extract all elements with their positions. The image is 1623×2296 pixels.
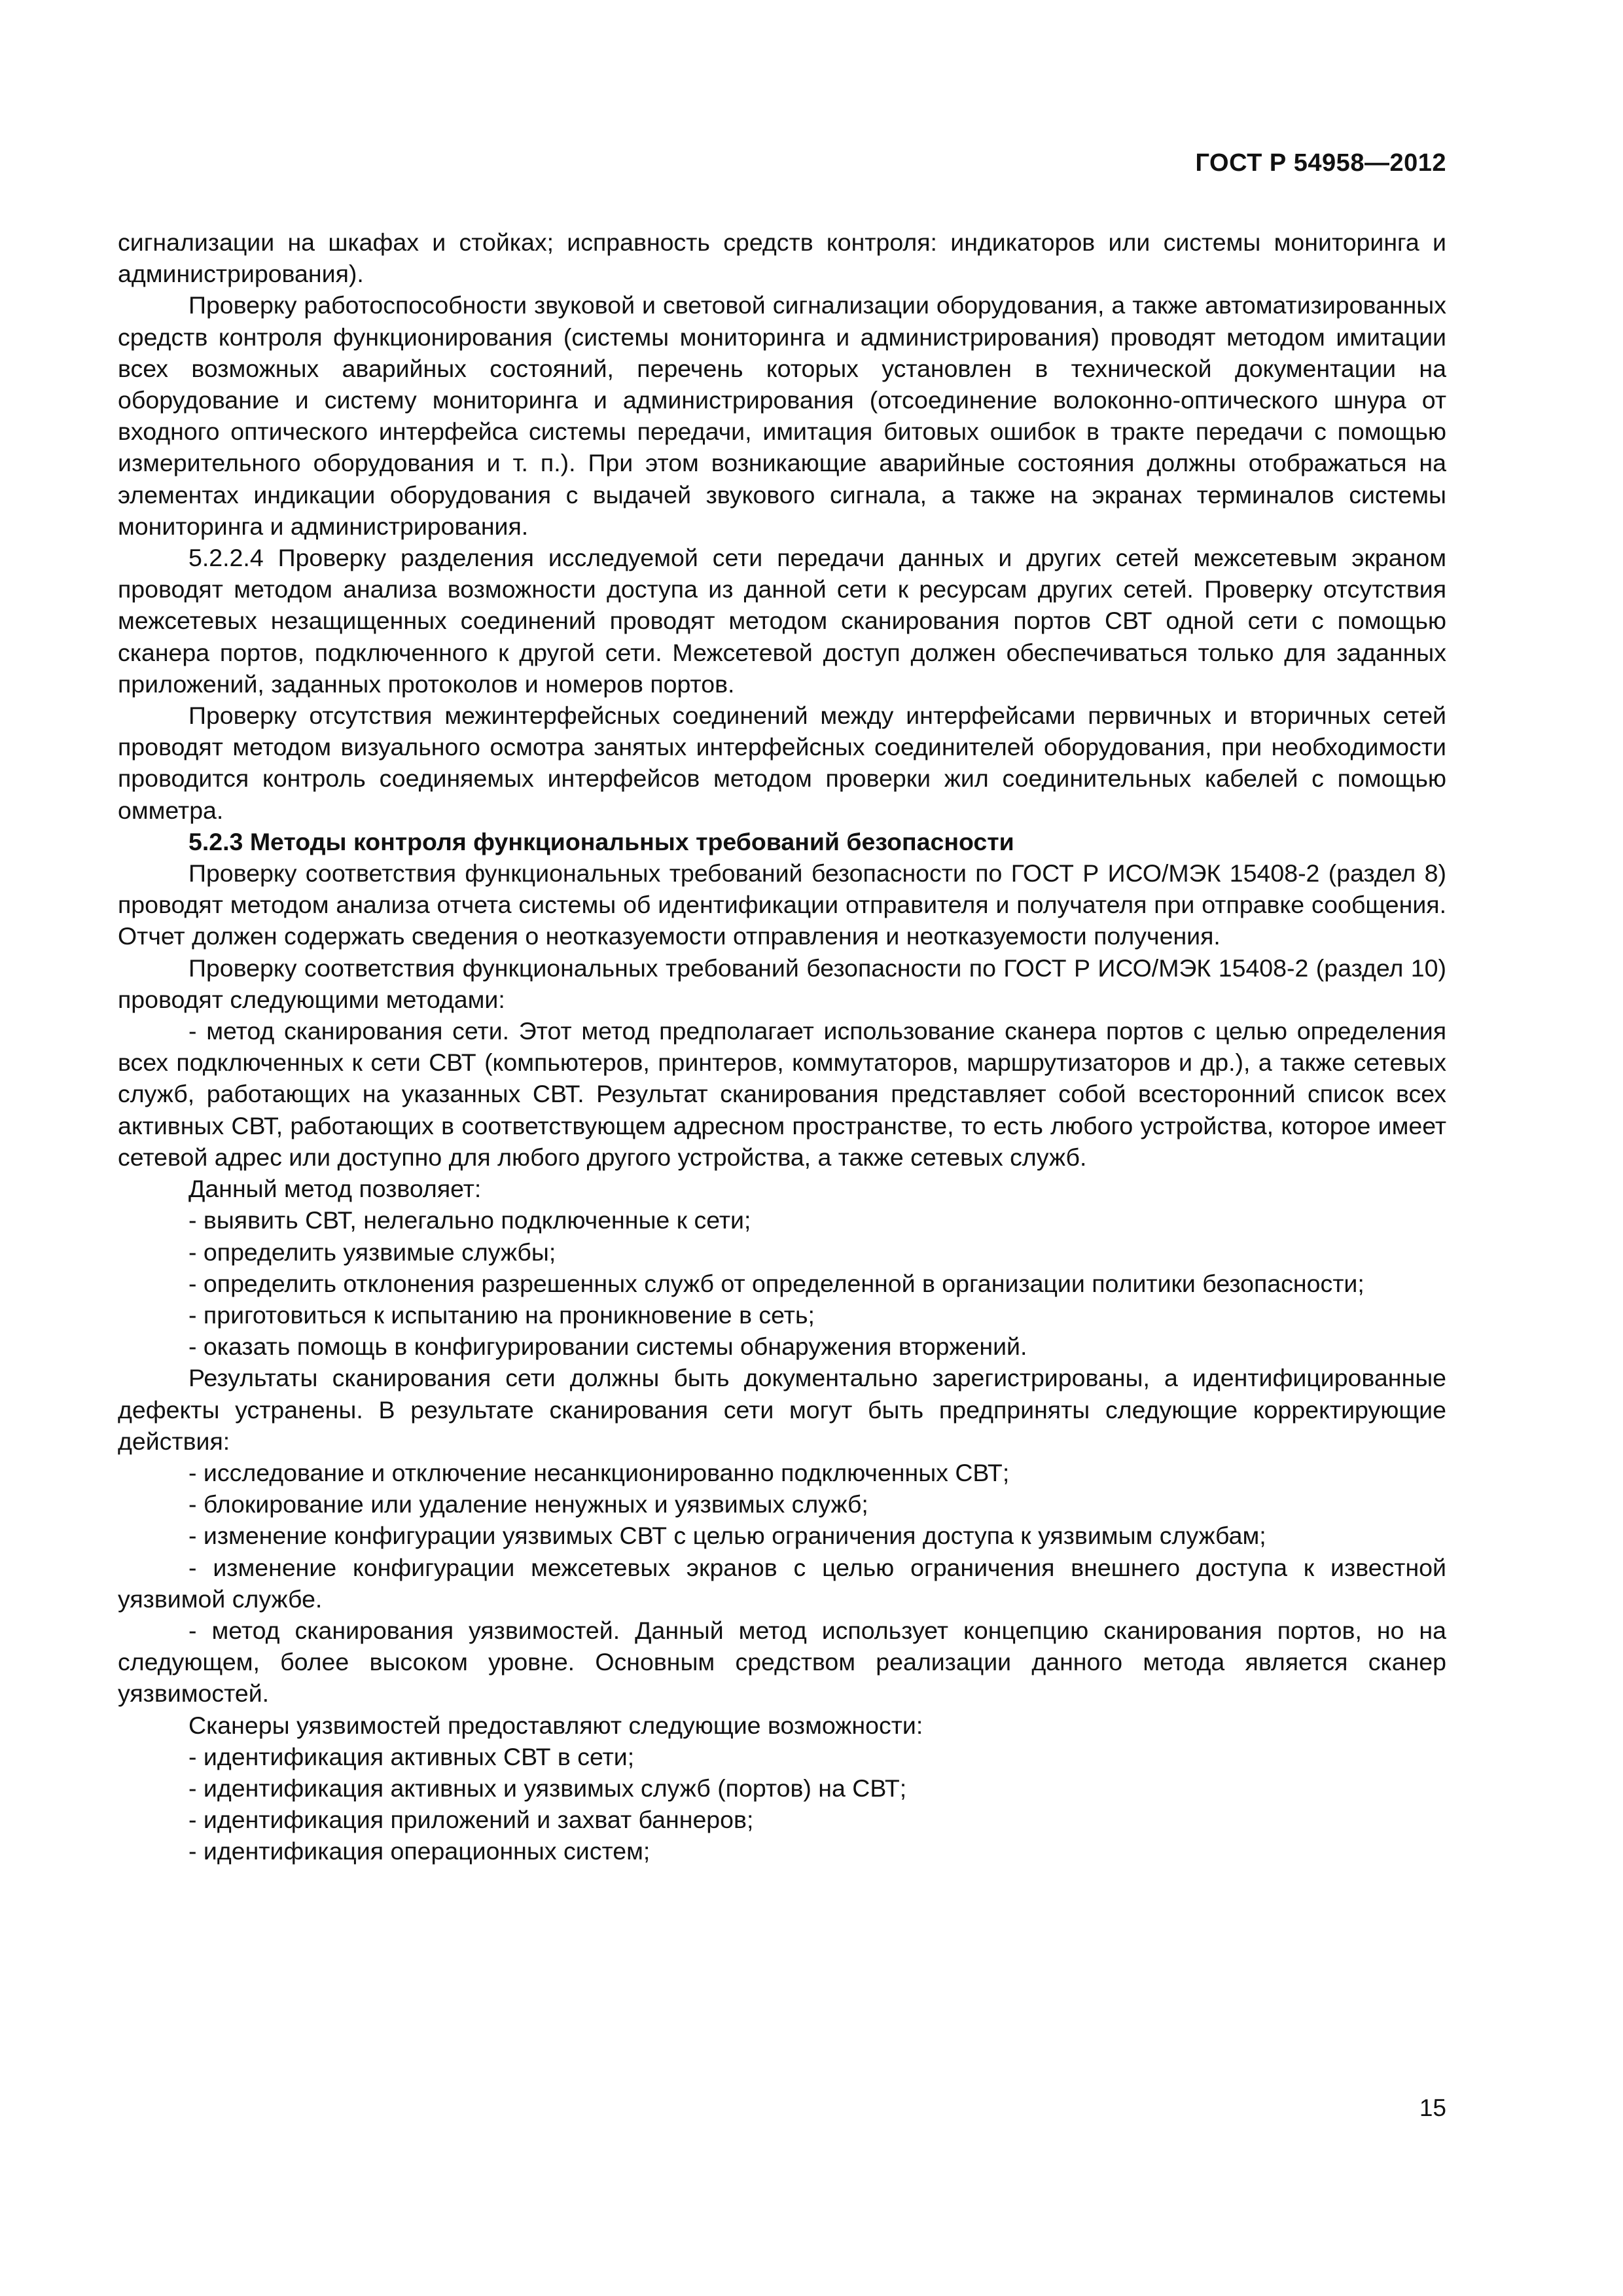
list-item: - оказать помощь в конфигурировании системы обнаружения вторжений. [188, 1333, 1027, 1361]
list-item: - исследование и отключение несанкционированно подключенных СВТ; [188, 1458, 1010, 1486]
list-item: - блокирование или удаление ненужных и уязвимых служб; [188, 1490, 868, 1518]
paragraph: Проверку работоспособности звуковой и световой сигнализации оборудования, а также автоматизированных средств контроля функционирования (системы мониторинга и администрирования) проводят методом имитации всех возможных аварийных состояний, перечень которых установлен в технической документации на оборудование и систему мониторинга и администрирования (отсоединение волоконно-оптического шнура от входного оптического интерфейса системы передачи, имитация битовых ошибок в тракте передачи с помощью измерительного оборудования и т. п.). При этом возникающие аварийные состояния должны отображаться на элементах индикации оборудования с выдачей звукового сигнала, а также на экранах терминалов системы мониторинга и администрирования. [118, 291, 1446, 540]
document-code-header: ГОСТ Р 54958—2012 [1195, 149, 1446, 177]
list-item: - изменение конфигурации уязвимых СВТ с целью ограничения доступа к уязвимым службам; [188, 1522, 1266, 1550]
list-item: - метод сканирования сети. Этот метод предполагает использование сканера портов с целью определения всех подключенных к сети СВТ (компьютеров, принтеров, коммутаторов, маршрутизаторов и др.), а также сетевых служб, работающих на указанных СВТ. Результат сканирования представляет собой всесторонний список всех активных СВТ, работающих в соответствующем адресном пространстве, то есть любого устройства, которое имеет сетевой адрес или доступно для любого другого устройства, а также сетевых служб. [118, 1017, 1446, 1171]
list-item: - идентификация активных СВТ в сети; [188, 1742, 635, 1770]
list-item: - выявить СВТ, нелегально подключенные к сети; [188, 1206, 751, 1234]
paragraph: Данный метод позволяет: [188, 1175, 482, 1203]
list-item: - идентификация операционных систем; [188, 1837, 651, 1865]
document-body [118, 226, 1446, 1867]
page-number: 15 [1419, 2094, 1446, 2121]
list-item: - идентификация приложений и захват баннеров; [188, 1806, 754, 1834]
list-item: - определить отклонения разрешенных служб от определенной в организации политики безопасности; [188, 1269, 1364, 1297]
paragraph: Проверку соответствия функциональных требований безопасности по ГОСТ Р ИСО/МЭК 15408-2 (раздел 10) проводят следующими методами: [118, 954, 1446, 1013]
paragraph: Проверку отсутствия межинтерфейсных соединений между интерфейсами первичных и вторичных сетей проводят методом визуального осмотра занятых интерфейсных соединителей оборудования, при необходимости проводится контроль соединяемых интерфейсов методом проверки жил соединительных кабелей с помощью омметра. [118, 702, 1446, 824]
paragraph: Сканеры уязвимостей предоставляют следующие возможности: [188, 1711, 923, 1739]
paragraph: Проверку соответствия функциональных требований безопасности по ГОСТ Р ИСО/МЭК 15408-2 (раздел 8) проводят методом анализа отчета системы об идентификации отправителя и получателя при отправке сообщения. Отчет должен содержать сведения о неотказуемости отправления и неотказуемости получения. [118, 859, 1446, 950]
list-item: - приготовиться к испытанию на проникновение в сеть; [188, 1300, 815, 1329]
section-heading-5-2-3: 5.2.3 Методы контроля функциональных требований безопасности [188, 827, 1014, 855]
paragraph-clause-5-2-2-4: 5.2.2.4 Проверку разделения исследуемой сети передачи данных и других сетей межсетевым экраном проводят методом анализа возможности доступа из данной сети к ресурсам других сетей. Проверку отсутствия межсетевых незащищенных соединений проводят методом сканирования портов СВТ одной сети с помощью сканера портов, подключенного к другой сети. Межсетевой доступ должен обеспечиваться только для заданных приложений, заданных протоколов и номеров портов. [118, 544, 1446, 698]
list-item: - изменение конфигурации межсетевых экранов с целью ограничения внешнего доступа к известной уязвимой службе. [118, 1553, 1446, 1613]
list-item: - идентификация активных и уязвимых служб (портов) на СВТ; [188, 1774, 907, 1802]
list-item: - определить уязвимые службы; [188, 1238, 556, 1266]
paragraph: сигнализации на шкафах и стойках; исправность средств контроля: индикаторов или системы мониторинга и администрирования). [118, 228, 1446, 288]
list-item: - метод сканирования уязвимостей. Данный метод использует концепцию сканирования портов, но на следующем, более высоком уровне. Основным средством реализации данного метода является сканер уязвимостей. [118, 1616, 1446, 1708]
paragraph: Результаты сканирования сети должны быть документально зарегистрированы, а идентифицированные дефекты устранены. В результате сканирования сети могут быть предприняты следующие корректирующие действия: [118, 1364, 1446, 1455]
